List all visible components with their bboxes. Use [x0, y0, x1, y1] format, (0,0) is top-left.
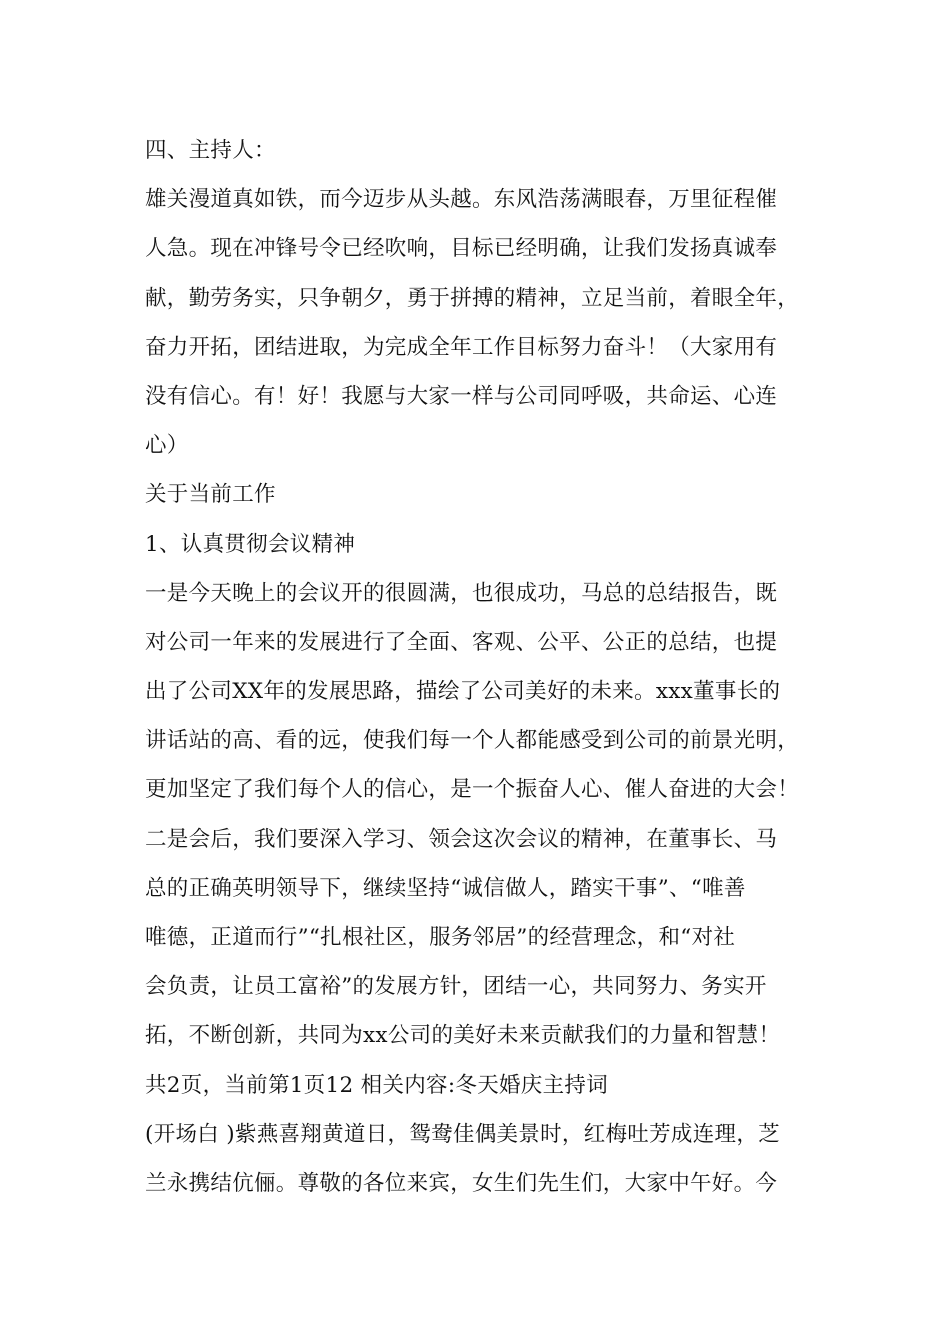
- paragraph-line: 拓，不断创新，共同为xx公司的美好未来贡献我们的力量和智慧！: [145, 1023, 781, 1049]
- paragraph-line: 献，勤劳务实，只争朝夕，勇于拼搏的精神，立足当前，着眼全年，: [145, 285, 800, 311]
- page-info-related-content: 共2页，当前第1页12 相关内容:冬天婚庆主持词: [145, 1072, 608, 1098]
- document-body: [145, 131, 805, 1213]
- paragraph-line: 会负责，让员工富裕”的发展方针，团结一心，共同努力、务实开: [145, 974, 767, 1000]
- paragraph-line: 雄关漫道真如铁，而今迈步从头越。东风浩荡满眼春，万里征程催: [145, 187, 778, 213]
- paragraph-line: 没有信心。有！好！我愿与大家一样与公司同呼吸，共命运、心连: [145, 383, 778, 409]
- paragraph-line: 二是会后，我们要深入学习、领会这次会议的精神，在董事长、马: [145, 826, 778, 852]
- paragraph-line: 一是今天晚上的会议开的很圆满，也很成功，马总的总结报告，既: [145, 580, 778, 606]
- paragraph-line: 唯德，正道而行”“扎根社区，服务邻居”的经营理念，和“对社: [145, 925, 736, 950]
- subsection-heading: 1、认真贯彻会议精神: [145, 531, 356, 557]
- paragraph-line: 对公司一年来的发展进行了全面、客观、公平、公正的总结，也提: [145, 629, 778, 655]
- section-heading-current-work: 关于当前工作: [145, 482, 276, 508]
- paragraph-line: 更加坚定了我们每个人的信心，是一个振奋人心、催人奋进的大会！: [145, 777, 800, 803]
- paragraph-line: (开场白 )紫燕喜翔黄道日，鸳鸯佳偶美景时，红梅吐芳成连理，芝: [145, 1121, 780, 1147]
- paragraph-line: 总的正确英明领导下，继续坚持“诚信做人，踏实干事”、“唯善: [145, 875, 746, 901]
- paragraph-line: 兰永携结伉俪。尊敬的各位来宾，女生们先生们，大家中午好。今: [145, 1170, 778, 1196]
- paragraph-line: 出了公司XX年的发展思路，描绘了公司美好的未来。xxx董事长的: [145, 679, 781, 705]
- paragraph-line: 讲话站的高、看的远，使我们每一个人都能感受到公司的前景光明，: [145, 728, 800, 754]
- section-heading-host: 四、主持人：: [145, 138, 276, 163]
- paragraph-line: 心）: [145, 433, 189, 459]
- paragraph-line: 人急。现在冲锋号令已经吹响，目标已经明确，让我们发扬真诚奉: [145, 236, 778, 262]
- paragraph-line: 奋力开拓，团结进取，为完成全年工作目标努力奋斗！（大家用有: [145, 334, 778, 360]
